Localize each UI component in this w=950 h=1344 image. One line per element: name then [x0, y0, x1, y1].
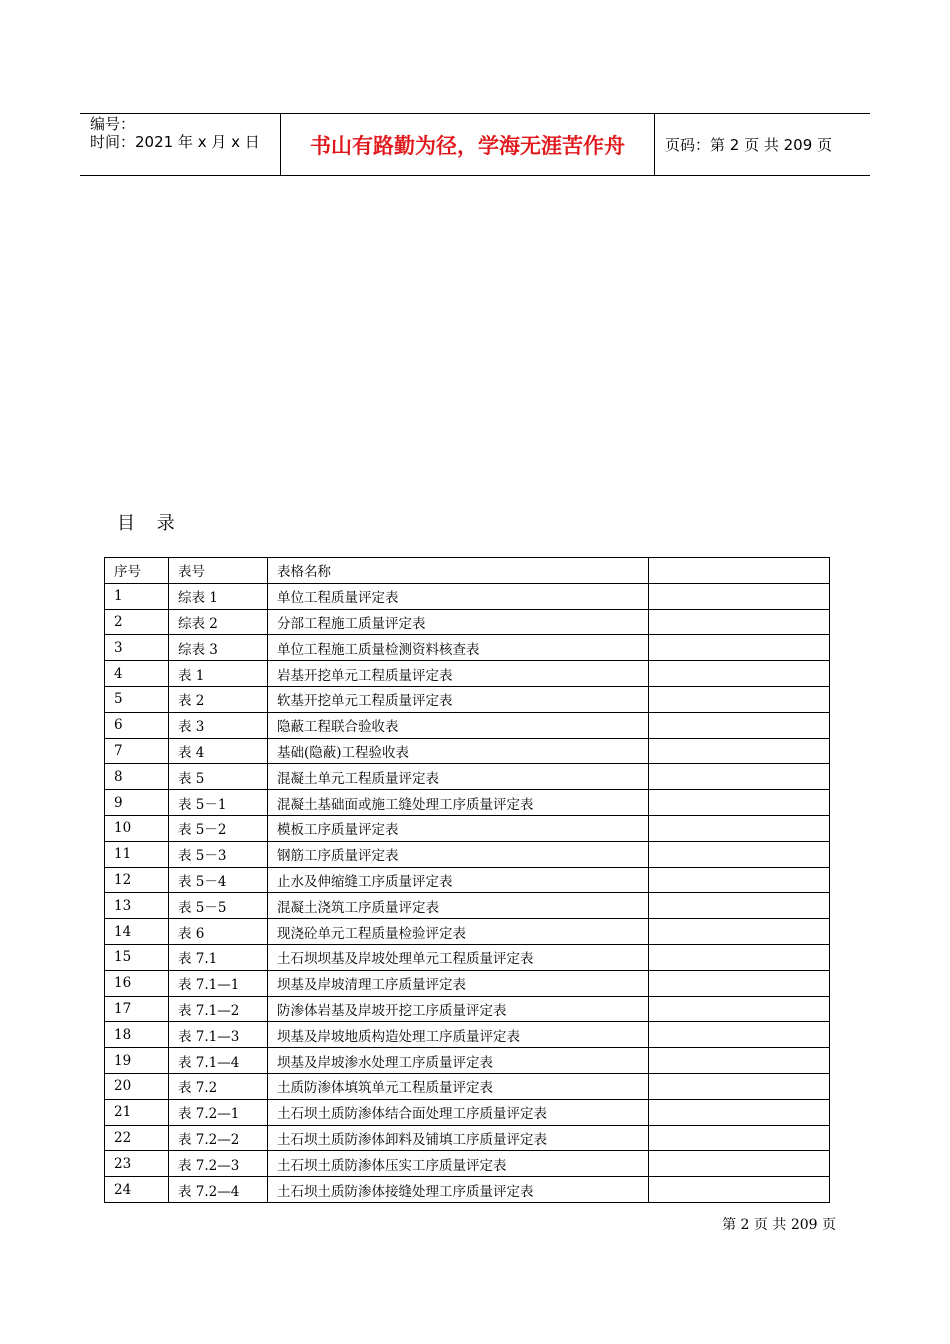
toc-cell-no: 2 — [105, 609, 169, 635]
document-number-label: 编号： — [90, 115, 136, 133]
toc-cell-name: 混凝土浇筑工序质量评定表 — [268, 893, 649, 919]
toc-cell-code: 表 5－2 — [169, 815, 268, 841]
toc-cell-no: 15 — [105, 944, 169, 970]
toc-cell-extra — [649, 841, 830, 867]
toc-cell-name: 单位工程质量评定表 — [268, 583, 649, 609]
toc-cell-name: 坝基及岸坡渗水处理工序质量评定表 — [268, 1048, 649, 1074]
toc-cell-extra — [649, 583, 830, 609]
toc-cell-name: 土石坝土质防渗体卸料及铺填工序质量评定表 — [268, 1125, 649, 1151]
toc-cell-name: 坝基及岸坡清理工序质量评定表 — [268, 970, 649, 996]
toc-cell-extra — [649, 686, 830, 712]
toc-cell-no: 5 — [105, 686, 169, 712]
toc-cell-code: 综表 2 — [169, 609, 268, 635]
toc-cell-code: 表 6 — [169, 919, 268, 945]
toc-cell-no: 19 — [105, 1048, 169, 1074]
toc-cell-name: 混凝土单元工程质量评定表 — [268, 764, 649, 790]
toc-cell-name: 防渗体岩基及岸坡开挖工序质量评定表 — [268, 996, 649, 1022]
table-row — [105, 944, 830, 970]
table-row — [105, 583, 830, 609]
toc-cell-name: 土质防渗体填筑单元工程质量评定表 — [268, 1073, 649, 1099]
toc-cell-code: 表 5－4 — [169, 867, 268, 893]
toc-cell-name: 坝基及岸坡地质构造处理工序质量评定表 — [268, 1022, 649, 1048]
toc-cell-code: 表 4 — [169, 738, 268, 764]
table-row — [105, 1022, 830, 1048]
toc-cell-code: 表 7.1—2 — [169, 996, 268, 1022]
toc-cell-extra — [649, 893, 830, 919]
toc-table-body — [105, 558, 830, 1203]
document-time-label: 时间：2021 年 x 月 x 日 — [90, 133, 260, 151]
toc-cell-code: 表 7.2—2 — [169, 1125, 268, 1151]
toc-cell-extra — [649, 996, 830, 1022]
toc-cell-code: 表 7.2 — [169, 1073, 268, 1099]
toc-title: 目 录 — [117, 513, 183, 534]
toc-cell-no: 17 — [105, 996, 169, 1022]
toc-cell-no: 18 — [105, 1022, 169, 1048]
table-row — [105, 1177, 830, 1203]
toc-cell-extra — [649, 1022, 830, 1048]
table-row — [105, 609, 830, 635]
toc-cell-extra — [649, 815, 830, 841]
column-header-code: 表号 — [169, 558, 268, 584]
toc-cell-extra — [649, 1073, 830, 1099]
table-row — [105, 1099, 830, 1125]
toc-cell-code: 表 5－3 — [169, 841, 268, 867]
toc-cell-no: 13 — [105, 893, 169, 919]
toc-cell-code: 表 7.2—4 — [169, 1177, 268, 1203]
toc-cell-code: 综表 1 — [169, 583, 268, 609]
toc-cell-extra — [649, 944, 830, 970]
toc-cell-no: 20 — [105, 1073, 169, 1099]
table-row — [105, 841, 830, 867]
header-page-info: 页码：第 2 页 共 209 页 — [665, 136, 833, 154]
toc-cell-extra — [649, 738, 830, 764]
table-row — [105, 790, 830, 816]
table-row — [105, 919, 830, 945]
table-row — [105, 1073, 830, 1099]
column-header-no: 序号 — [105, 558, 169, 584]
toc-cell-code: 表 7.1 — [169, 944, 268, 970]
toc-cell-name: 分部工程施工质量评定表 — [268, 609, 649, 635]
toc-cell-name: 混凝土基础面或施工缝处理工序质量评定表 — [268, 790, 649, 816]
toc-cell-name: 土石坝坝基及岸坡处理单元工程质量评定表 — [268, 944, 649, 970]
table-row — [105, 970, 830, 996]
toc-cell-name: 止水及伸缩缝工序质量评定表 — [268, 867, 649, 893]
toc-cell-name: 软基开挖单元工程质量评定表 — [268, 686, 649, 712]
toc-cell-no: 4 — [105, 661, 169, 687]
toc-cell-extra — [649, 635, 830, 661]
toc-cell-extra — [649, 1099, 830, 1125]
toc-cell-no: 21 — [105, 1099, 169, 1125]
column-header-name: 表格名称 — [268, 558, 649, 584]
toc-cell-no: 10 — [105, 815, 169, 841]
toc-cell-no: 22 — [105, 1125, 169, 1151]
toc-cell-name: 单位工程施工质量检测资料核查表 — [268, 635, 649, 661]
table-row — [105, 686, 830, 712]
toc-cell-name: 土石坝土质防渗体压实工序质量评定表 — [268, 1151, 649, 1177]
table-row — [105, 635, 830, 661]
toc-cell-extra — [649, 764, 830, 790]
toc-cell-name: 土石坝土质防渗体接缝处理工序质量评定表 — [268, 1177, 649, 1203]
toc-cell-no: 24 — [105, 1177, 169, 1203]
toc-cell-extra — [649, 970, 830, 996]
table-row — [105, 867, 830, 893]
toc-cell-extra — [649, 919, 830, 945]
table-row — [105, 1048, 830, 1074]
toc-cell-name: 岩基开挖单元工程质量评定表 — [268, 661, 649, 687]
toc-cell-code: 综表 3 — [169, 635, 268, 661]
toc-cell-name: 钢筋工序质量评定表 — [268, 841, 649, 867]
toc-cell-extra — [649, 790, 830, 816]
toc-cell-code: 表 2 — [169, 686, 268, 712]
toc-cell-no: 1 — [105, 583, 169, 609]
page-footer: 第 2 页 共 209 页 — [722, 1217, 836, 1233]
header-motto: 书山有路勤为径，学海无涯苦作舟 — [281, 114, 655, 175]
toc-cell-extra — [649, 609, 830, 635]
table-row — [105, 661, 830, 687]
toc-cell-extra — [649, 1151, 830, 1177]
toc-cell-name: 现浇砼单元工程质量检验评定表 — [268, 919, 649, 945]
toc-cell-extra — [649, 1048, 830, 1074]
toc-cell-extra — [649, 1177, 830, 1203]
table-row — [105, 738, 830, 764]
table-row — [105, 1151, 830, 1177]
table-row — [105, 996, 830, 1022]
toc-cell-name: 基础(隐蔽)工程验收表 — [268, 738, 649, 764]
toc-cell-no: 12 — [105, 867, 169, 893]
table-row — [105, 893, 830, 919]
toc-cell-no: 7 — [105, 738, 169, 764]
toc-cell-no: 9 — [105, 790, 169, 816]
toc-cell-code: 表 5－5 — [169, 893, 268, 919]
toc-cell-extra — [649, 661, 830, 687]
toc-cell-no: 16 — [105, 970, 169, 996]
table-row — [105, 764, 830, 790]
toc-cell-code: 表 7.2—1 — [169, 1099, 268, 1125]
table-row — [105, 815, 830, 841]
toc-cell-extra — [649, 867, 830, 893]
toc-cell-no: 3 — [105, 635, 169, 661]
toc-cell-code: 表 7.1—1 — [169, 970, 268, 996]
toc-cell-extra — [649, 712, 830, 738]
toc-cell-code: 表 7.1—4 — [169, 1048, 268, 1074]
toc-cell-code: 表 5－1 — [169, 790, 268, 816]
toc-cell-no: 23 — [105, 1151, 169, 1177]
page-header — [80, 113, 870, 176]
toc-cell-name: 土石坝土质防渗体结合面处理工序质量评定表 — [268, 1099, 649, 1125]
toc-header-row — [105, 558, 830, 584]
toc-table — [104, 557, 830, 1203]
toc-cell-no: 6 — [105, 712, 169, 738]
toc-cell-no: 8 — [105, 764, 169, 790]
toc-cell-code: 表 3 — [169, 712, 268, 738]
toc-cell-no: 14 — [105, 919, 169, 945]
toc-cell-code: 表 7.2—3 — [169, 1151, 268, 1177]
toc-cell-name: 模板工序质量评定表 — [268, 815, 649, 841]
toc-cell-extra — [649, 1125, 830, 1151]
header-meta — [80, 114, 281, 175]
toc-cell-code: 表 5 — [169, 764, 268, 790]
toc-cell-name: 隐蔽工程联合验收表 — [268, 712, 649, 738]
toc-cell-code: 表 7.1—3 — [169, 1022, 268, 1048]
column-header-extra — [649, 558, 830, 584]
table-row — [105, 1125, 830, 1151]
toc-cell-no: 11 — [105, 841, 169, 867]
table-row — [105, 712, 830, 738]
toc-cell-code: 表 1 — [169, 661, 268, 687]
